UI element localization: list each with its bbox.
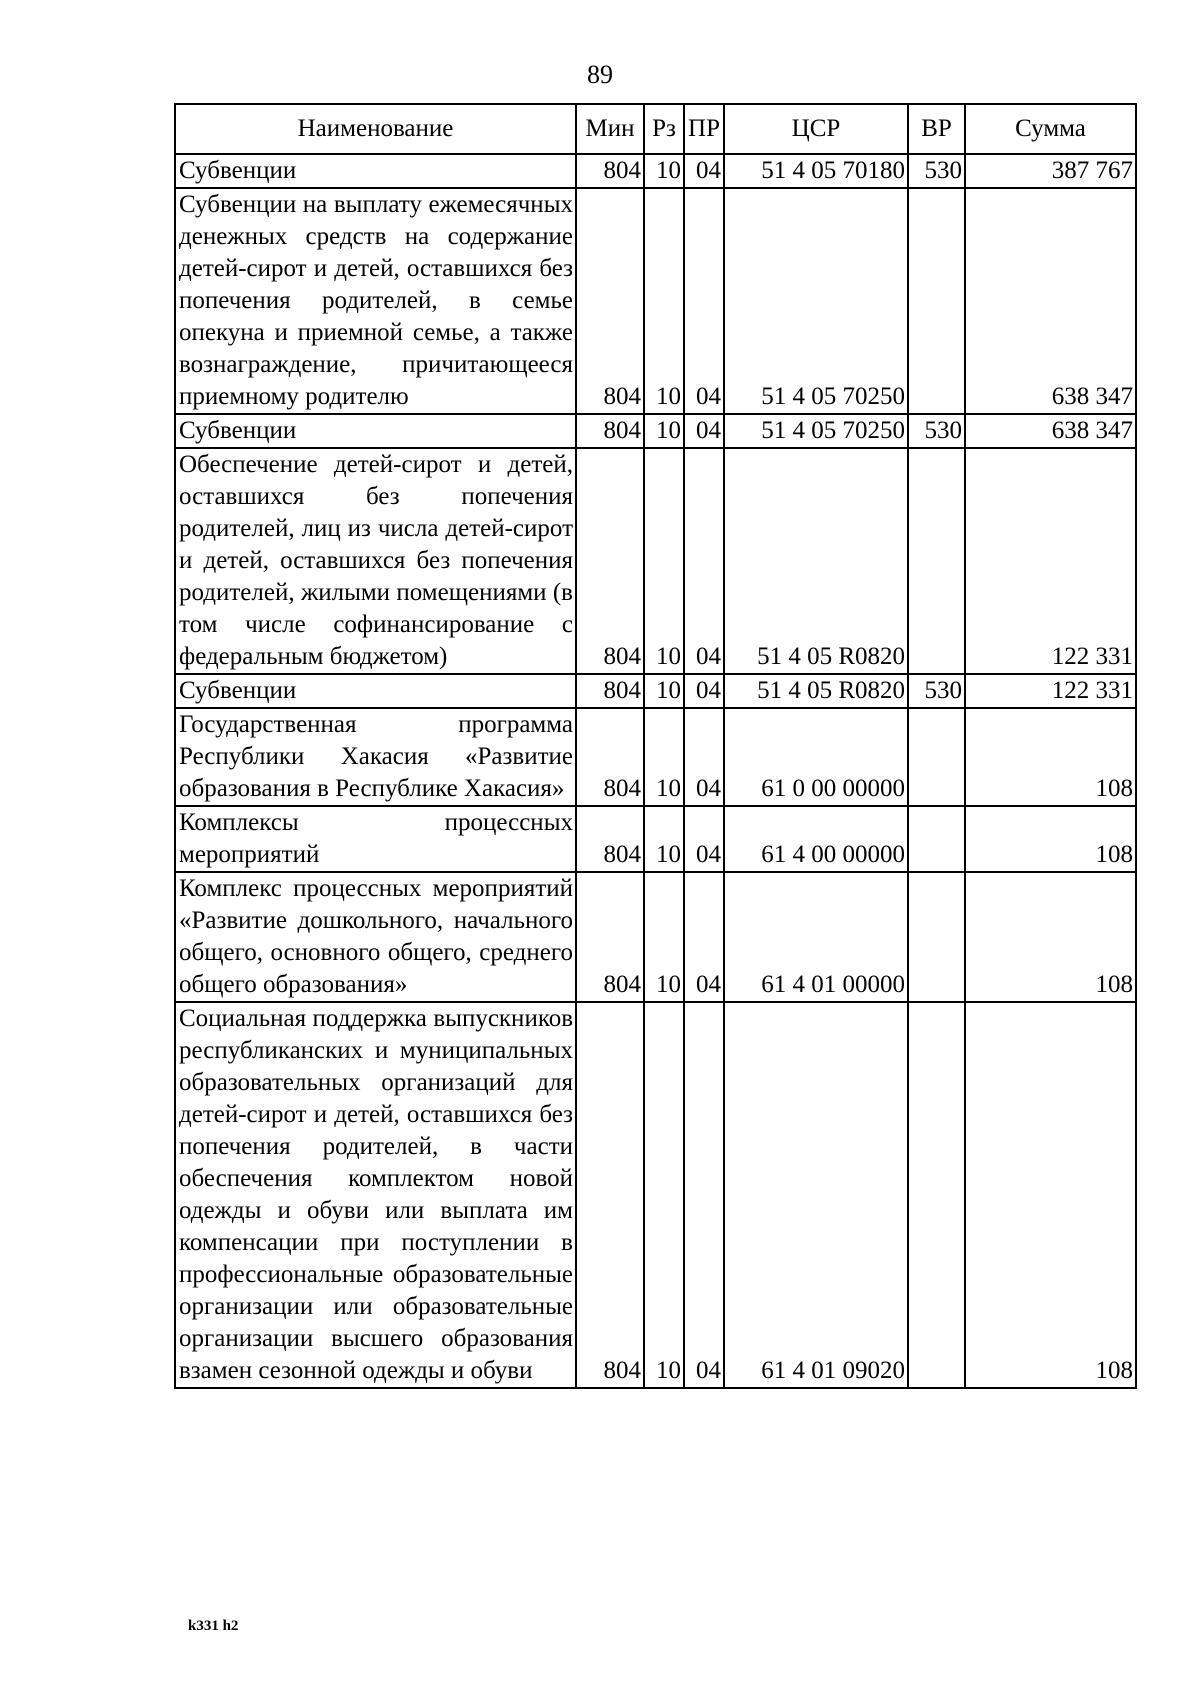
row-min: 804	[576, 806, 644, 872]
header-csr: ЦСР	[724, 104, 908, 154]
row-sum: 108	[965, 1002, 1136, 1388]
row-pr: 04	[684, 154, 724, 188]
row-vr: 530	[908, 414, 965, 448]
row-name: Комплекс процессных мероприятий «Развитие дошкольного, начального общего, основного общего, среднего общего образования»	[175, 872, 576, 1002]
table-row	[175, 188, 1136, 414]
row-name: Социальная поддержка выпускников республиканских и муниципальных образовательных организаций для детей-сирот и детей, оставшихся без попечения родителей, в части обеспечения комплектом новой одежды и обуви или выплата им компенсации при поступлении в профессиональные образовательные организации или образовательные организации высшего образования взамен сезонной одежды и обуви	[175, 1002, 576, 1388]
row-rz: 10	[644, 872, 684, 1002]
table-row	[175, 806, 1136, 872]
header-pr: ПР	[684, 104, 724, 154]
row-min: 804	[576, 1002, 644, 1388]
row-pr: 04	[684, 1002, 724, 1388]
row-csr: 61 4 00 00000	[724, 806, 908, 872]
row-min: 804	[576, 708, 644, 806]
row-sum: 108	[965, 872, 1136, 1002]
header-rz: Рз	[644, 104, 684, 154]
row-rz: 10	[644, 806, 684, 872]
row-csr: 51 4 05 70250	[724, 188, 908, 414]
row-csr: 61 4 01 09020	[724, 1002, 908, 1388]
row-csr: 51 4 05 70180	[724, 154, 908, 188]
row-min: 804	[576, 154, 644, 188]
row-rz: 10	[644, 448, 684, 674]
row-pr: 04	[684, 188, 724, 414]
row-rz: 10	[644, 188, 684, 414]
row-sum: 122 331	[965, 448, 1136, 674]
row-sum: 108	[965, 708, 1136, 806]
row-name: Субвенции	[175, 674, 576, 708]
table-row	[175, 872, 1136, 1002]
row-min: 804	[576, 448, 644, 674]
row-vr	[908, 806, 965, 872]
row-rz: 10	[644, 674, 684, 708]
row-sum: 122 331	[965, 674, 1136, 708]
row-min: 804	[576, 188, 644, 414]
row-pr: 04	[684, 708, 724, 806]
table-row	[175, 154, 1136, 188]
row-csr: 51 4 05 R0820	[724, 674, 908, 708]
table-row	[175, 414, 1136, 448]
row-vr	[908, 1002, 965, 1388]
row-sum: 108	[965, 806, 1136, 872]
header-name: Наименование	[175, 104, 576, 154]
row-name: Субвенции	[175, 414, 576, 448]
row-name: Субвенции	[175, 154, 576, 188]
table-row	[175, 674, 1136, 708]
row-sum: 638 347	[965, 188, 1136, 414]
row-csr: 61 0 00 00000	[724, 708, 908, 806]
row-rz: 10	[644, 414, 684, 448]
row-sum: 387 767	[965, 154, 1136, 188]
row-min: 804	[576, 872, 644, 1002]
row-vr	[908, 708, 965, 806]
row-pr: 04	[684, 414, 724, 448]
row-pr: 04	[684, 806, 724, 872]
row-vr: 530	[908, 154, 965, 188]
table-header-row	[175, 104, 1136, 154]
row-pr: 04	[684, 872, 724, 1002]
table-row	[175, 1002, 1136, 1388]
row-min: 804	[576, 414, 644, 448]
budget-table	[174, 103, 1137, 1389]
row-name: Субвенции на выплату ежемесячных денежных средств на содержание детей-сирот и детей, оставшихся без попечения родителей, в семье опекуна и приемной семье, а также вознаграждение, причитающееся приемному родителю	[175, 188, 576, 414]
row-vr: 530	[908, 674, 965, 708]
row-vr	[908, 448, 965, 674]
page-number: 89	[587, 60, 613, 89]
header-sum: Сумма	[965, 104, 1136, 154]
row-pr: 04	[684, 674, 724, 708]
row-min: 804	[576, 674, 644, 708]
table-row	[175, 448, 1136, 674]
row-rz: 10	[644, 1002, 684, 1388]
header-vr: ВР	[908, 104, 965, 154]
row-csr: 61 4 01 00000	[724, 872, 908, 1002]
row-name: Государственная программа Республики Хакасия «Развитие образования в Республике Хакасия»	[175, 708, 576, 806]
row-rz: 10	[644, 708, 684, 806]
row-rz: 10	[644, 154, 684, 188]
row-pr: 04	[684, 448, 724, 674]
row-sum: 638 347	[965, 414, 1136, 448]
row-name: Комплексы процессных мероприятий	[175, 806, 576, 872]
table-row	[175, 708, 1136, 806]
header-min: Мин	[576, 104, 644, 154]
row-csr: 51 4 05 R0820	[724, 448, 908, 674]
row-csr: 51 4 05 70250	[724, 414, 908, 448]
row-vr	[908, 188, 965, 414]
footer-code: k331 h2	[188, 1618, 239, 1634]
row-vr	[908, 872, 965, 1002]
row-name: Обеспечение детей-сирот и детей, оставшихся без попечения родителей, лиц из числа детей-сирот и детей, оставшихся без попечения родителей, жилыми помещениями (в том числе софинансирование с федеральным бюджетом)	[175, 448, 576, 674]
